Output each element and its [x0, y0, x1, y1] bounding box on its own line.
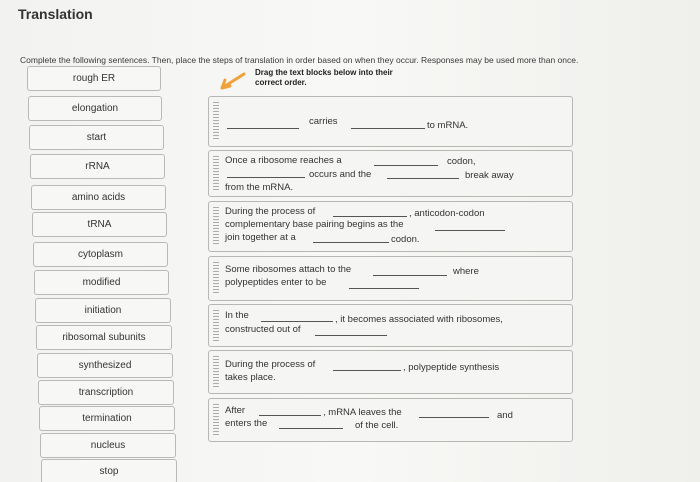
- step-block-anticodon-codon[interactable]: [208, 201, 573, 252]
- step-text: from the mRNA.: [225, 182, 294, 193]
- step-text: codon,: [447, 156, 476, 167]
- bank-item-trna[interactable]: tRNA: [32, 212, 167, 237]
- bank-item-rrna[interactable]: rRNA: [30, 154, 165, 179]
- step-text: takes place.: [225, 372, 276, 383]
- blank-field[interactable]: [227, 177, 305, 178]
- step-text: , it becomes associated with ribosomes,: [335, 314, 503, 325]
- step-text: During the process of: [225, 206, 316, 217]
- blank-field[interactable]: [373, 275, 447, 276]
- drag-grip-icon: [213, 102, 219, 141]
- bank-item-stop[interactable]: stop: [41, 459, 177, 482]
- blank-field[interactable]: [435, 230, 505, 231]
- step-text: and: [497, 410, 513, 421]
- step-block-carries[interactable]: [208, 96, 573, 147]
- blank-field[interactable]: [227, 128, 299, 129]
- blank-field[interactable]: [351, 128, 425, 129]
- drag-hint: [255, 68, 393, 88]
- step-text: codon.: [391, 234, 420, 245]
- step-text: During the process of: [225, 359, 316, 370]
- drag-grip-icon: [213, 156, 219, 191]
- step-text: where: [453, 266, 479, 277]
- step-text: After: [225, 405, 246, 416]
- bank-item-modified[interactable]: modified: [34, 270, 169, 295]
- bank-item-initiation[interactable]: initiation: [35, 298, 171, 323]
- bank-item-amino-acids[interactable]: amino acids: [31, 185, 166, 210]
- step-text: of the cell.: [355, 420, 399, 431]
- blank-field[interactable]: [333, 216, 407, 217]
- step-block-ribosomes-attach[interactable]: [208, 256, 573, 301]
- blank-field[interactable]: [387, 178, 459, 179]
- bank-item-elongation[interactable]: elongation: [28, 96, 162, 121]
- step-block-associated-ribosomes[interactable]: [208, 304, 573, 347]
- step-text: , polypeptide synthesis: [403, 362, 500, 373]
- blank-field[interactable]: [333, 370, 401, 371]
- blank-field[interactable]: [419, 417, 489, 418]
- page-title: Translation: [18, 6, 93, 22]
- step-text: enters the: [225, 418, 268, 429]
- bank-item-termination[interactable]: termination: [39, 406, 175, 431]
- drag-hint-line-1: Drag the text blocks below into their: [255, 68, 393, 77]
- blank-field[interactable]: [374, 165, 438, 166]
- step-text: complementary base pairing begins as the: [225, 219, 404, 230]
- drag-grip-icon: [213, 262, 219, 295]
- step-block-mrna-leaves[interactable]: [208, 398, 573, 442]
- drag-grip-icon: [213, 356, 219, 388]
- bank-item-cytoplasm[interactable]: cytoplasm: [33, 242, 168, 267]
- step-text: Some ribosomes attach to the: [225, 264, 352, 275]
- orange-arrow-icon: [220, 70, 248, 92]
- bank-item-rough-er[interactable]: rough ER: [27, 66, 161, 91]
- blank-field[interactable]: [313, 242, 389, 243]
- blank-field[interactable]: [259, 415, 321, 416]
- blank-field[interactable]: [279, 428, 343, 429]
- step-block-ribosome-reaches[interactable]: [208, 150, 573, 197]
- blank-field[interactable]: [261, 321, 333, 322]
- bank-item-start[interactable]: start: [29, 125, 164, 150]
- instructions-text: Complete the following sentences. Then, place the steps of translation in order based on when they occur. Responses may be used more than once.: [20, 55, 579, 65]
- step-text: , anticodon-codon: [409, 208, 485, 219]
- step-text: In the: [225, 310, 249, 321]
- bank-item-ribosomal-subunits[interactable]: ribosomal subunits: [36, 325, 172, 350]
- drag-grip-icon: [213, 310, 219, 341]
- step-text: join together at a: [225, 232, 296, 243]
- step-text: Once a ribosome reaches a: [225, 155, 342, 166]
- step-text: break away: [465, 170, 514, 181]
- blank-field[interactable]: [315, 335, 387, 336]
- step-text: polypeptides enter to be: [225, 277, 327, 288]
- bank-item-nucleus[interactable]: nucleus: [40, 433, 176, 458]
- step-text: occurs and the: [309, 169, 372, 180]
- step-block-polypeptide-synthesis[interactable]: [208, 350, 573, 394]
- bank-item-transcription[interactable]: transcription: [38, 380, 174, 405]
- step-text: constructed out of: [225, 324, 301, 335]
- drag-grip-icon: [213, 404, 219, 436]
- drag-hint-line-2: correct order.: [255, 78, 307, 87]
- step-text: to mRNA.: [427, 120, 469, 131]
- step-text: , mRNA leaves the: [323, 407, 402, 418]
- bank-item-synthesized[interactable]: synthesized: [37, 353, 173, 378]
- drag-grip-icon: [213, 207, 219, 246]
- blank-field[interactable]: [349, 288, 419, 289]
- step-text: carries: [309, 116, 338, 127]
